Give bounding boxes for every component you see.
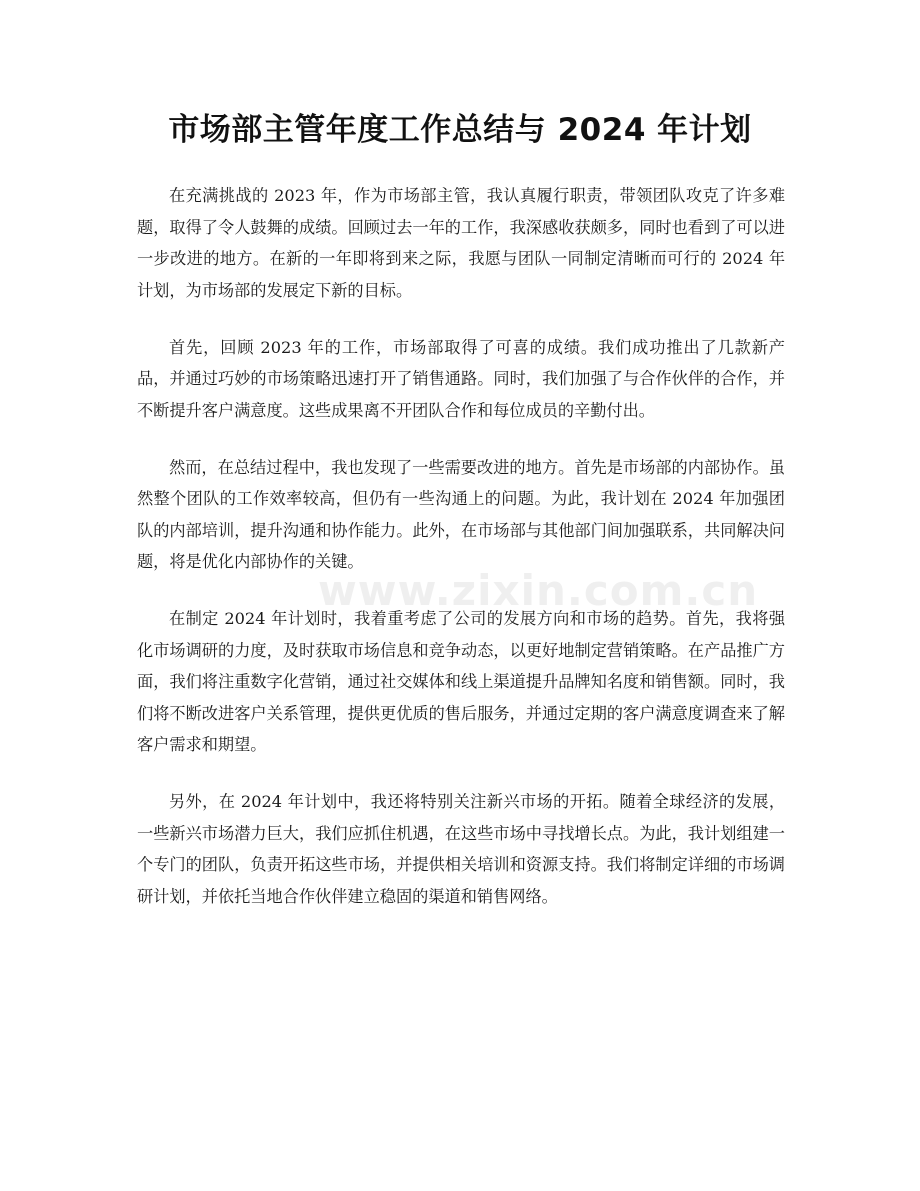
- paragraph-review-2023: 首先，回顾 2023 年的工作，市场部取得了可喜的成绩。我们成功推出了几款新产品，并通过巧妙的市场策略迅速打开了销售通路。同时，我们加强了与合作伙伴的合作，并不断提升客户满意度。这些成果离不开团队合作和每位成员的辛勤付出。: [137, 337, 785, 420]
- watermark: www.zixin.com.cn: [318, 566, 759, 615]
- paragraph-improvements: 然而，在总结过程中，我也发现了一些需要改进的地方。首先是市场部的内部协作。虽然整个团队的工作效率较高，但仍有一些沟通上的问题。为此，我计划在 2024 年加强团队的内部培训，提升沟通和协作能力。此外，在市场部与其他部门间加强联系，共同解决问题，将是优化内部协作的关键。: [137, 457, 785, 571]
- document-title: 市场部主管年度工作总结与 2024 年计划: [168, 112, 752, 148]
- document-body: [137, 180, 785, 938]
- paragraph-plan-2024: 在制定 2024 年计划时，我着重考虑了公司的发展方向和市场的趋势。首先，我将强化市场调研的力度，及时获取市场信息和竞争动态，以更好地制定营销策略。在产品推广方面，我们将注重数字化营销，通过社交媒体和线上渠道提升品牌知名度和销售额。同时，我们将不断改进客户关系管理，提供更优质的售后服务，并通过定期的客户满意度调查来了解客户需求和期望。: [137, 609, 785, 754]
- paragraph-emerging-markets: 另外，在 2024 年计划中，我还将特别关注新兴市场的开拓。随着全球经济的发展，一些新兴市场潜力巨大，我们应抓住机遇，在这些市场中寻找增长点。为此，我计划组建一个专门的团队，负责开拓这些市场，并提供相关培训和资源支持。我们将制定详细的市场调研计划，并依托当地合作伙伴建立稳固的渠道和销售网络。: [137, 792, 785, 906]
- paragraph-intro: 在充满挑战的 2023 年，作为市场部主管，我认真履行职责，带领团队攻克了许多难题，取得了令人鼓舞的成绩。回顾过去一年的工作，我深感收获颇多，同时也看到了可以进一步改进的地方。在新的一年即将到来之际，我愿与团队一同制定清晰而可行的 2024 年计划，为市场部的发展定下新的目标。: [137, 186, 785, 300]
